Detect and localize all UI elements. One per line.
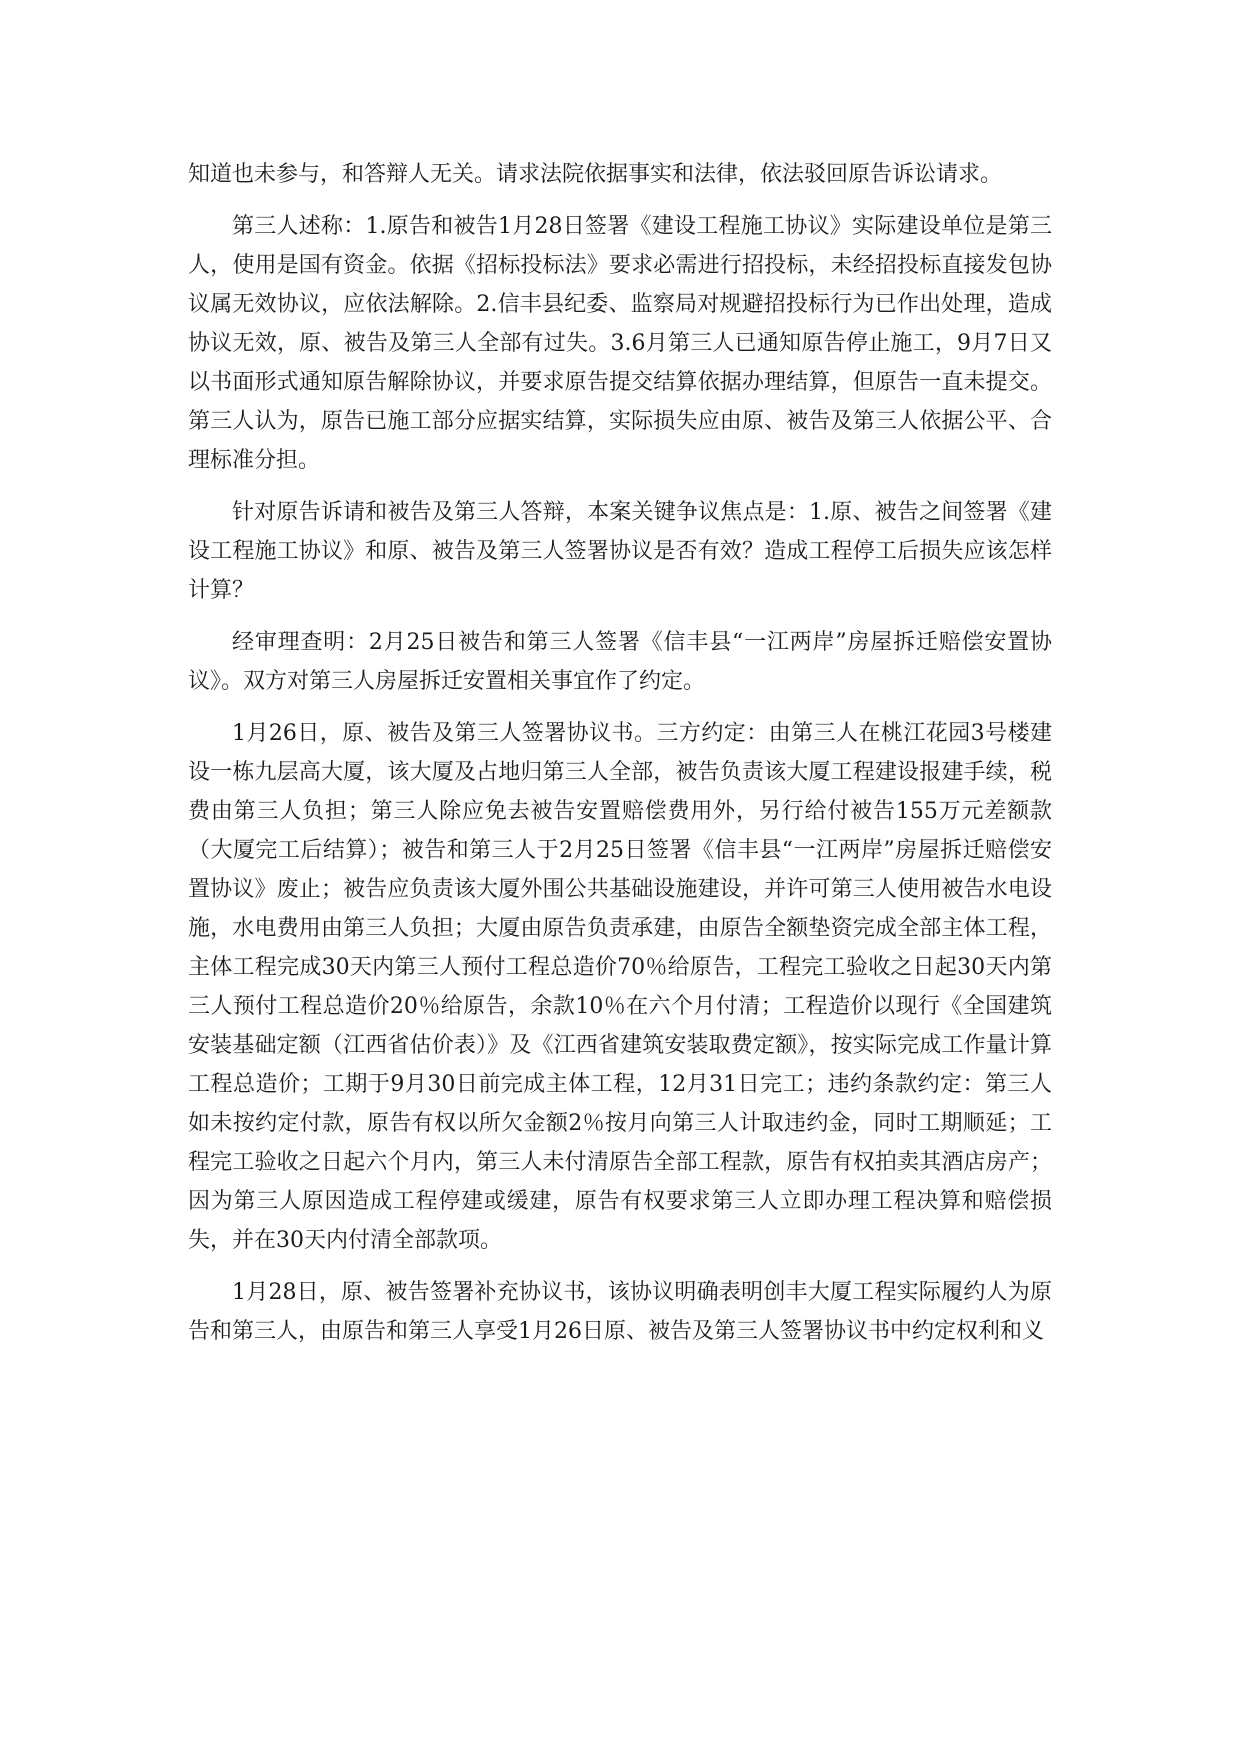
document-body	[188, 155, 1052, 1364]
paragraph-supplement-jan28: 1月28日，原、被告签署补充协议书，该协议明确表明创丰大厦工程实际履约人为原告和第三人，由原告和第三人享受1月26日原、被告及第三人签署协议书中约定权利和义	[188, 1280, 1052, 1344]
paragraph-third-party-statement: 第三人述称：1.原告和被告1月28日签署《建设工程施工协议》实际建设单位是第三人，使用是国有资金。依据《招标投标法》要求必需进行招投标，未经招投标直接发包协议属无效协议，应依法解除。2.信丰县纪委、监察局对规避招投标行为已作出处理，造成协议无效，原、被告及第三人全部有过失。3.6月第三人已通知原告停止施工，9月7日又以书面形式通知原告解除协议，并要求原告提交结算依据办理结算，但原告一直未提交。第三人认为，原告已施工部分应据实结算，实际损失应由原、被告及第三人依据公平、合理标准分担。	[188, 214, 1052, 473]
paragraph-findings: 经审理查明：2月25日被告和第三人签署《信丰县“一江两岸”房屋拆迁赔偿安置协议》。双方对第三人房屋拆迁安置相关事宜作了约定。	[188, 630, 1052, 694]
paragraph-agreement-jan26: 1月26日，原、被告及第三人签署协议书。三方约定：由第三人在桃江花园3号楼建设一栋九层高大厦，该大厦及占地归第三人全部，被告负责该大厦工程建设报建手续，税费由第三人负担；第三人除应免去被告安置赔偿费用外，另行给付被告155万元差额款（大厦完工后结算）；被告和第三人于2月25日签署《信丰县“一江两岸”房屋拆迁赔偿安置协议》废止；被告应负责该大厦外围公共基础设施建设，并许可第三人使用被告水电设施，水电费用由第三人负担；大厦由原告负责承建，由原告全额垫资完成全部主体工程，主体工程完成30天内第三人预付工程总造价70％给原告，工程完工验收之日起30天内第三人预付工程总造价20％给原告，余款10％在六个月付清；工程造价以现行《全国建筑安装基础定额（江西省估价表）》及《江西省建筑安装取费定额》，按实际完成工作量计算工程总造价；工期于9月30日前完成主体工程，12月31日完工；违约条款约定：第三人如未按约定付款，原告有权以所欠金额2％按月向第三人计取违约金，同时工期顺延；工程完工验收之日起六个月内，第三人未付清原告全部工程款，原告有权拍卖其酒店房产；因为第三人原因造成工程停建或缓建，原告有权要求第三人立即办理工程决算和赔偿损失，并在30天内付清全部款项。	[188, 721, 1052, 1253]
paragraph-dispute-focus: 针对原告诉请和被告及第三人答辩，本案关键争议焦点是：1.原、被告之间签署《建设工程施工协议》和原、被告及第三人签署协议是否有效？造成工程停工后损失应该怎样计算？	[188, 500, 1052, 603]
paragraph-continuation: 知道也未参与，和答辩人无关。请求法院依据事实和法律，依法驳回原告诉讼请求。	[188, 162, 1003, 187]
